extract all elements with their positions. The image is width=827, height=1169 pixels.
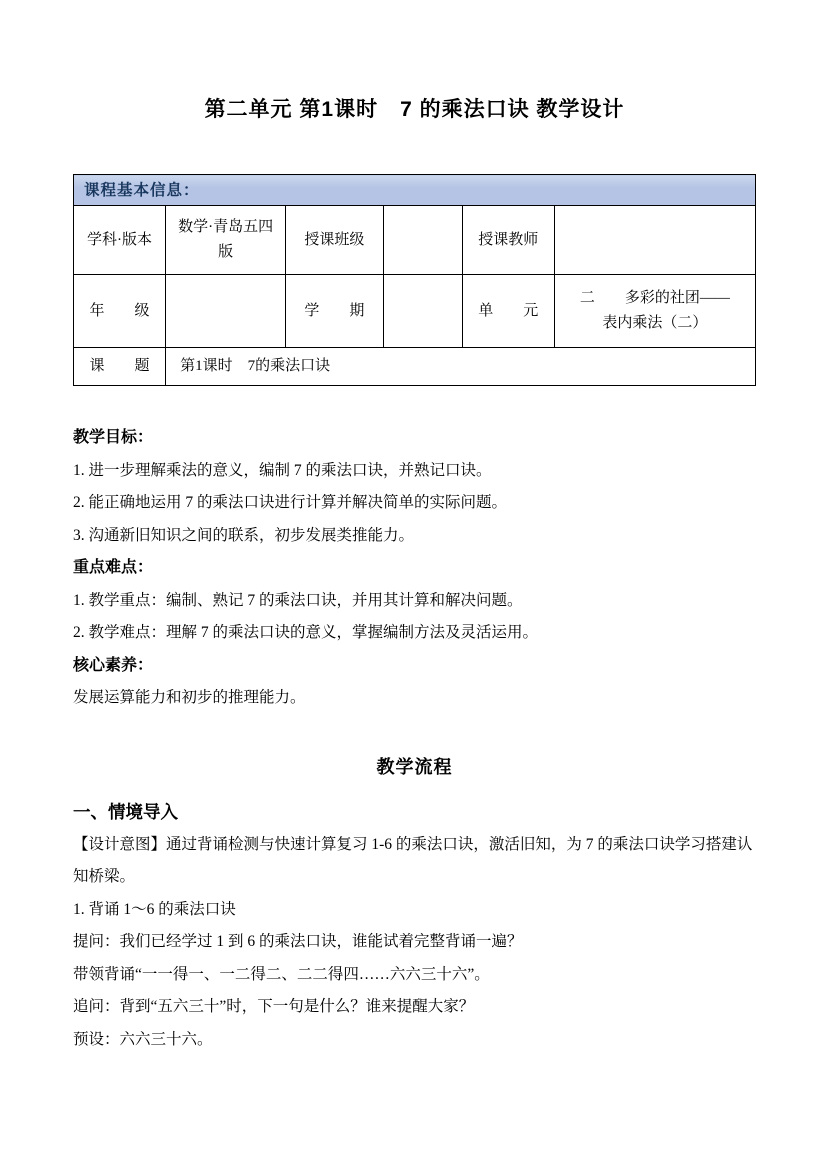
term-label: 学 期 [286,275,384,348]
step-follow-up: 追问：背到“五六三十”时，下一句是什么？谁来提醒大家？ [73,998,475,1015]
term-value [383,275,462,348]
document-content [73,0,756,1056]
course-info-header-row [74,175,756,206]
unit-value [554,275,755,348]
teacher-label: 授课教师 [462,206,554,275]
grade-label: 年 级 [74,275,166,348]
teacher-value [554,206,755,275]
step-lead-recite: 带领背诵“一一得一、一二得二、二二得四……六六三十六”。 [73,965,490,983]
topic-value: 第1课时 7的乘法口诀 [166,348,756,386]
objective-item-1: 1. 进一步理解乘法的意义，编制 7 的乘法口诀，并熟记口诀。 [73,461,492,479]
table-row-grade [74,275,756,348]
unit-value-line1: 二 多彩的社团—— [579,290,730,306]
keypoints-heading: 重点难点： [73,559,154,576]
course-info-table [73,174,756,386]
subject-label: 学科·版本 [74,206,166,275]
objectives-heading: 教学目标： [73,429,154,446]
step-question: 提问：我们已经学过 1 到 6 的乘法口诀，谁能试着完整背诵一遍？ [73,933,523,950]
class-label: 授课班级 [286,206,384,275]
literacy-heading: 核心素养： [73,656,154,674]
table-row-subject [74,206,756,275]
keypoint-item-1: 1. 教学重点：编制、熟记 7 的乘法口诀，并用其计算和解决问题。 [73,591,523,609]
unit-value-line2: 表内乘法（二） [602,315,708,331]
grade-value [166,275,286,348]
objectives-section [73,422,756,715]
topic-label: 课 题 [74,348,166,386]
objective-item-2: 2. 能正确地运用 7 的乘法口诀进行计算并解决简单的实际问题。 [73,494,508,511]
teaching-flow-title: 教学流程 [376,756,453,777]
literacy-text: 发展运算能力和初步的推理能力。 [73,689,306,706]
subject-value: 数学·青岛五四版 [166,206,286,275]
course-info-header: 课程基本信息： [74,175,756,206]
step-expected-answer: 预设：六六三十六。 [73,1030,213,1048]
section1-heading: 一、情境导入 [73,801,178,822]
class-value [383,206,462,275]
table-row-topic [74,348,756,386]
objective-item-3: 3. 沟通新旧知识之间的联系，初步发展类推能力。 [73,526,415,544]
section1-body [73,829,756,1057]
document-title: 第二单元 第1课时 7 的乘法口诀 教学设计 [204,98,625,121]
step-recite-heading: 1. 背诵 1～6 的乘法口诀 [73,900,236,918]
unit-label: 单 元 [462,275,554,348]
keypoint-item-2: 2. 教学难点：理解 7 的乘法口诀的意义，掌握编制方法及灵活运用。 [73,624,539,641]
design-intent: 【设计意图】通过背诵检测与快速计算复习 1-6 的乘法口诀，激活旧知，为 7 的乘法口诀学习搭建认知桥梁。 [73,835,753,885]
